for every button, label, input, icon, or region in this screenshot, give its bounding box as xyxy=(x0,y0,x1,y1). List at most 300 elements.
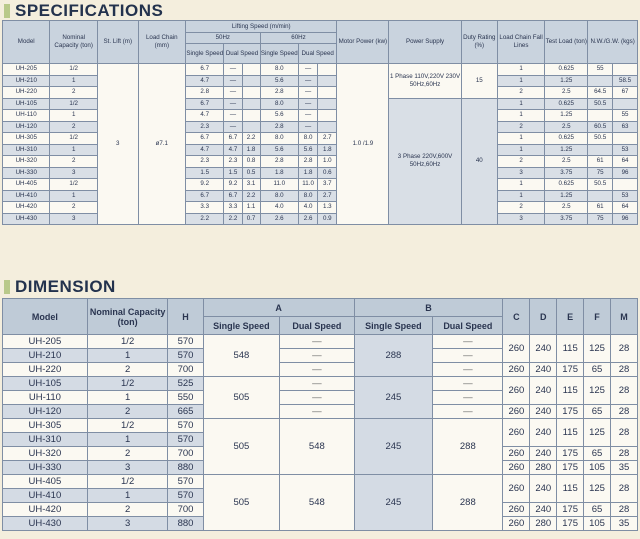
spec-single-60-cell: 8.0 xyxy=(260,64,298,76)
spec-dual-60a-cell: 1.8 xyxy=(299,167,318,179)
dim-h-cell: 880 xyxy=(168,517,203,531)
dim-e-cell: 115 xyxy=(557,475,584,503)
dim-model-cell: UH-410 xyxy=(3,489,88,503)
spec-model-cell: UH-330 xyxy=(3,167,50,179)
dim-capacity-cell: 3 xyxy=(87,461,168,475)
spec-dual-60a-cell: 5.6 xyxy=(299,144,318,156)
spec-single-50-cell: 4.7 xyxy=(186,110,224,122)
dim-a-dual-cell: — xyxy=(280,405,354,419)
spec-model-cell: UH-220 xyxy=(3,87,50,99)
spec-single-60-cell: 5.6 xyxy=(260,75,298,87)
dim-model-cell: UH-310 xyxy=(3,433,88,447)
dim-d-cell: 280 xyxy=(530,461,557,475)
spec-test-cell: 1.25 xyxy=(545,144,588,156)
spec-gw-cell: 67 xyxy=(613,87,638,99)
dim-d-cell: 240 xyxy=(530,447,557,461)
dim-header-m: M xyxy=(610,299,637,335)
spec-gw-cell: 64 xyxy=(613,202,638,214)
dim-a-dual-cell: — xyxy=(280,335,354,349)
dim-b-dual-cell: — xyxy=(433,363,503,377)
spec-dual-50a-cell: — xyxy=(224,64,242,76)
spec-dual-60b-cell xyxy=(318,98,337,110)
spec-dual-50b-cell: 0.5 xyxy=(242,167,260,179)
dim-b-dual-cell: — xyxy=(433,377,503,391)
spec-single-50-cell: 1.5 xyxy=(186,167,224,179)
dim-f-cell: 65 xyxy=(584,503,611,517)
spec-capacity-cell: 1 xyxy=(50,190,97,202)
spec-dual-60a-cell: 11.0 xyxy=(299,179,318,191)
dim-m-cell: 28 xyxy=(610,475,637,503)
spec-dual-60b-cell xyxy=(318,64,337,76)
spec-gw-cell xyxy=(613,98,638,110)
dim-m-cell: 28 xyxy=(610,335,637,363)
spec-dual-60a-cell: 2.8 xyxy=(299,156,318,168)
spec-single-50-cell: 6.7 xyxy=(186,98,224,110)
dim-f-cell: 65 xyxy=(584,447,611,461)
spec-lines-cell: 3 xyxy=(497,213,544,225)
spec-capacity-cell: 2 xyxy=(50,156,97,168)
spec-header-model: Model xyxy=(3,21,50,64)
dim-b-single-cell: 245 xyxy=(354,377,433,419)
dim-b-dual-cell: — xyxy=(433,391,503,405)
spec-gw-cell: 55 xyxy=(613,110,638,122)
dim-m-cell: 28 xyxy=(610,363,637,377)
spec-single-50-cell: 6.7 xyxy=(186,64,224,76)
dim-m-cell: 28 xyxy=(610,377,637,405)
dim-capacity-cell: 1/2 xyxy=(87,419,168,433)
dim-model-cell: UH-220 xyxy=(3,363,88,377)
spec-dual-50a-cell: — xyxy=(224,87,242,99)
spec-capacity-cell: 1/2 xyxy=(50,98,97,110)
spec-single-60-cell: 4.0 xyxy=(260,202,298,214)
dim-model-cell: UH-320 xyxy=(3,447,88,461)
spec-nw-cell: 75 xyxy=(588,167,613,179)
spec-single-50-cell: 2.3 xyxy=(186,121,224,133)
dim-capacity-cell: 1 xyxy=(87,391,168,405)
dim-header-d: D xyxy=(530,299,557,335)
spec-dual-60b-cell: 2.7 xyxy=(318,190,337,202)
dim-capacity-cell: 2 xyxy=(87,363,168,377)
spec-header-power: Power Supply xyxy=(389,21,461,64)
spec-header-lift: St. Lift (m) xyxy=(97,21,138,64)
spec-dual-50b-cell: 1.8 xyxy=(242,144,260,156)
dim-capacity-cell: 2 xyxy=(87,503,168,517)
spec-test-cell: 0.625 xyxy=(545,98,588,110)
dim-c-cell: 260 xyxy=(503,405,530,419)
spec-gw-cell xyxy=(613,179,638,191)
spec-capacity-cell: 1 xyxy=(50,144,97,156)
spec-motor-cell: 1.0 /1.9 xyxy=(337,64,389,225)
spec-dual-50a-cell: 4.7 xyxy=(224,144,242,156)
dim-f-cell: 125 xyxy=(584,419,611,447)
dim-a-dual-cell: 548 xyxy=(280,419,354,475)
dim-header-model: Model xyxy=(3,299,88,335)
dim-e-cell: 175 xyxy=(557,503,584,517)
dim-a-dual-cell: 548 xyxy=(280,475,354,531)
spec-dual-50a-cell: 2.3 xyxy=(224,156,242,168)
spec-dual-50b-cell: 0.7 xyxy=(242,213,260,225)
spec-nw-cell xyxy=(588,190,613,202)
spec-dual-60a-cell: — xyxy=(299,75,318,87)
spec-dual-60a-cell: 8.0 xyxy=(299,133,318,145)
spec-nw-cell: 55 xyxy=(588,64,613,76)
spec-lift-cell: 3 xyxy=(97,64,138,225)
dim-row xyxy=(3,419,638,433)
spec-dual-50b-cell: 2.2 xyxy=(242,133,260,145)
dim-f-cell: 125 xyxy=(584,335,611,363)
dim-m-cell: 28 xyxy=(610,447,637,461)
dim-a-single-cell: 548 xyxy=(203,335,280,377)
spec-header-single-60: Single Speed xyxy=(260,44,298,64)
spec-model-cell: UH-430 xyxy=(3,213,50,225)
dim-capacity-cell: 1/2 xyxy=(87,377,168,391)
dim-header-a-dual: Dual Speed xyxy=(280,317,354,335)
spec-test-cell: 2.5 xyxy=(545,121,588,133)
dim-model-cell: UH-210 xyxy=(3,349,88,363)
spec-header-single-50: Single Speed xyxy=(186,44,224,64)
dim-b-single-cell: 288 xyxy=(354,335,433,377)
dim-a-dual-cell: — xyxy=(280,363,354,377)
spec-test-cell: 3.75 xyxy=(545,167,588,179)
dim-b-single-cell: 245 xyxy=(354,419,433,475)
spec-capacity-cell: 1 xyxy=(50,110,97,122)
spec-model-cell: UH-205 xyxy=(3,64,50,76)
dim-a-dual-cell: — xyxy=(280,391,354,405)
dim-f-cell: 65 xyxy=(584,405,611,419)
spec-dual-60b-cell xyxy=(318,121,337,133)
spec-lines-cell: 1 xyxy=(497,190,544,202)
dim-a-single-cell: 505 xyxy=(203,419,280,475)
spec-gw-cell: 53 xyxy=(613,190,638,202)
spec-single-60-cell: 2.8 xyxy=(260,121,298,133)
spec-single-60-cell: 2.8 xyxy=(260,87,298,99)
dim-a-single-cell: 505 xyxy=(203,377,280,419)
dim-row xyxy=(3,377,638,391)
spec-nw-cell xyxy=(588,144,613,156)
dim-header-h: H xyxy=(168,299,203,335)
spec-single-50-cell: 3.3 xyxy=(186,202,224,214)
dim-e-cell: 115 xyxy=(557,377,584,405)
spec-dual-50a-cell: — xyxy=(224,121,242,133)
spec-dual-50a-cell: 3.3 xyxy=(224,202,242,214)
spec-lines-cell: 2 xyxy=(497,156,544,168)
dim-capacity-cell: 2 xyxy=(87,447,168,461)
dim-h-cell: 570 xyxy=(168,475,203,489)
spec-single-50-cell: 2.3 xyxy=(186,156,224,168)
dim-c-cell: 260 xyxy=(503,461,530,475)
spec-lines-cell: 2 xyxy=(497,121,544,133)
spec-gw-cell: 64 xyxy=(613,156,638,168)
spec-single-60-cell: 8.0 xyxy=(260,98,298,110)
spec-single-60-cell: 8.0 xyxy=(260,133,298,145)
spec-gw-cell: 53 xyxy=(613,144,638,156)
specifications-table xyxy=(2,20,638,225)
dim-model-cell: UH-430 xyxy=(3,517,88,531)
spec-chain-cell: ø7.1 xyxy=(138,64,185,225)
spec-dual-50a-cell: 1.5 xyxy=(224,167,242,179)
spec-single-50-cell: 2.8 xyxy=(186,87,224,99)
spec-dual-50b-cell xyxy=(242,98,260,110)
spec-header-capacity: Nominal Capacity (ton) xyxy=(50,21,97,64)
dim-capacity-cell: 1/2 xyxy=(87,335,168,349)
spec-single-50-cell: 4.7 xyxy=(186,144,224,156)
dim-capacity-cell: 2 xyxy=(87,405,168,419)
spec-test-cell: 1.25 xyxy=(545,110,588,122)
spec-gw-cell xyxy=(613,133,638,145)
dim-h-cell: 700 xyxy=(168,447,203,461)
spec-test-cell: 1.25 xyxy=(545,75,588,87)
spec-dual-50b-cell xyxy=(242,87,260,99)
spec-header-chain: Load Chain (mm) xyxy=(138,21,185,64)
dim-row xyxy=(3,335,638,349)
dim-header-b: B xyxy=(354,299,503,317)
spec-single-50-cell: 6.7 xyxy=(186,190,224,202)
dim-c-cell: 260 xyxy=(503,447,530,461)
spec-single-50-cell: 4.7 xyxy=(186,75,224,87)
dim-b-single-cell: 245 xyxy=(354,475,433,531)
spec-header-lines: Load Chain Fall Lines xyxy=(497,21,544,64)
dim-f-cell: 125 xyxy=(584,475,611,503)
dim-header-b-single: Single Speed xyxy=(354,317,433,335)
spec-test-cell: 1.25 xyxy=(545,190,588,202)
spec-test-cell: 0.625 xyxy=(545,179,588,191)
dim-model-cell: UH-120 xyxy=(3,405,88,419)
spec-capacity-cell: 3 xyxy=(50,167,97,179)
dimension-table xyxy=(2,298,638,531)
spec-header-weight: N.W./G.W. (kgs) xyxy=(588,21,638,64)
spec-test-cell: 0.625 xyxy=(545,64,588,76)
dim-model-cell: UH-105 xyxy=(3,377,88,391)
dim-b-dual-cell: — xyxy=(433,349,503,363)
spec-lines-cell: 1 xyxy=(497,98,544,110)
spec-capacity-cell: 1/2 xyxy=(50,64,97,76)
spec-single-60-cell: 2.6 xyxy=(260,213,298,225)
dim-e-cell: 115 xyxy=(557,419,584,447)
dim-h-cell: 570 xyxy=(168,349,203,363)
dim-model-cell: UH-305 xyxy=(3,419,88,433)
spec-test-cell: 3.75 xyxy=(545,213,588,225)
spec-nw-cell: 50.5 xyxy=(588,133,613,145)
dim-h-cell: 880 xyxy=(168,461,203,475)
dim-d-cell: 240 xyxy=(530,363,557,377)
spec-model-cell: UH-120 xyxy=(3,121,50,133)
spec-dual-60a-cell: 8.0 xyxy=(299,190,318,202)
spec-dual-60b-cell: 1.0 xyxy=(318,156,337,168)
dim-header-e: E xyxy=(557,299,584,335)
spec-capacity-cell: 1/2 xyxy=(50,179,97,191)
dim-a-single-cell: 505 xyxy=(203,475,280,531)
spec-test-cell: 2.5 xyxy=(545,87,588,99)
dim-model-cell: UH-205 xyxy=(3,335,88,349)
dim-d-cell: 240 xyxy=(530,335,557,363)
spec-single-60-cell: 11.0 xyxy=(260,179,298,191)
spec-nw-cell xyxy=(588,75,613,87)
dim-m-cell: 35 xyxy=(610,517,637,531)
dim-f-cell: 105 xyxy=(584,461,611,475)
spec-nw-cell: 61 xyxy=(588,202,613,214)
spec-header-motor: Motor Power (kw) xyxy=(337,21,389,64)
spec-nw-cell: 75 xyxy=(588,213,613,225)
dim-h-cell: 700 xyxy=(168,363,203,377)
heading-marker xyxy=(4,4,10,18)
dim-h-cell: 570 xyxy=(168,489,203,503)
spec-lines-cell: 1 xyxy=(497,75,544,87)
spec-dual-50b-cell xyxy=(242,64,260,76)
spec-power-3phase-cell: 3 Phase 220V,600V 50Hz,60Hz xyxy=(389,98,461,225)
spec-nw-cell xyxy=(588,110,613,122)
spec-dual-60a-cell: — xyxy=(299,98,318,110)
dim-header-capacity: Nominal Capacity (ton) xyxy=(87,299,168,335)
spec-dual-60a-cell: — xyxy=(299,110,318,122)
spec-header-60hz: 60Hz xyxy=(260,33,337,44)
spec-lines-cell: 1 xyxy=(497,64,544,76)
spec-model-cell: UH-420 xyxy=(3,202,50,214)
spec-duty-3phase-cell: 40 xyxy=(461,98,497,225)
dim-b-dual-cell: 288 xyxy=(433,419,503,475)
dim-e-cell: 115 xyxy=(557,335,584,363)
dim-capacity-cell: 1 xyxy=(87,433,168,447)
spec-dual-50b-cell: 2.2 xyxy=(242,190,260,202)
dim-m-cell: 28 xyxy=(610,503,637,517)
dim-capacity-cell: 1/2 xyxy=(87,475,168,489)
dim-c-cell: 260 xyxy=(503,363,530,377)
spec-dual-50a-cell: 9.2 xyxy=(224,179,242,191)
spec-single-60-cell: 5.6 xyxy=(260,110,298,122)
dim-d-cell: 240 xyxy=(530,503,557,517)
spec-dual-50b-cell: 3.1 xyxy=(242,179,260,191)
dim-model-cell: UH-330 xyxy=(3,461,88,475)
spec-header-lifting-speed: Lifting Speed (m/min) xyxy=(186,21,337,33)
dim-d-cell: 240 xyxy=(530,475,557,503)
spec-dual-50a-cell: — xyxy=(224,98,242,110)
spec-power-1phase-cell: 1 Phase 110V,220V 230V 50Hz,60Hz xyxy=(389,64,461,99)
spec-dual-60b-cell: 3.7 xyxy=(318,179,337,191)
dim-h-cell: 700 xyxy=(168,503,203,517)
dim-c-cell: 260 xyxy=(503,517,530,531)
dim-model-cell: UH-110 xyxy=(3,391,88,405)
dimension-title: DIMENSION xyxy=(15,277,116,296)
dim-h-cell: 665 xyxy=(168,405,203,419)
dim-c-cell: 260 xyxy=(503,475,530,503)
spec-single-50-cell: 9.2 xyxy=(186,179,224,191)
spec-single-60-cell: 8.0 xyxy=(260,190,298,202)
spec-dual-60b-cell: 1.8 xyxy=(318,144,337,156)
spec-gw-cell: 58.5 xyxy=(613,75,638,87)
spec-nw-cell: 50.5 xyxy=(588,98,613,110)
spec-single-60-cell: 1.8 xyxy=(260,167,298,179)
dim-d-cell: 240 xyxy=(530,377,557,405)
dim-header-a: A xyxy=(203,299,354,317)
spec-model-cell: UH-305 xyxy=(3,133,50,145)
spec-header-duty: Duty Rating (%) xyxy=(461,21,497,64)
spec-capacity-cell: 2 xyxy=(50,202,97,214)
spec-dual-50b-cell: 0.8 xyxy=(242,156,260,168)
spec-lines-cell: 2 xyxy=(497,87,544,99)
dim-m-cell: 28 xyxy=(610,419,637,447)
spec-header-50hz: 50Hz xyxy=(186,33,261,44)
spec-capacity-cell: 2 xyxy=(50,121,97,133)
dim-e-cell: 175 xyxy=(557,363,584,377)
spec-dual-60b-cell: 0.6 xyxy=(318,167,337,179)
spec-capacity-cell: 2 xyxy=(50,87,97,99)
specifications-heading xyxy=(0,0,163,22)
dim-e-cell: 175 xyxy=(557,447,584,461)
spec-nw-cell: 50.5 xyxy=(588,179,613,191)
spec-dual-50b-cell: 1.1 xyxy=(242,202,260,214)
dim-f-cell: 65 xyxy=(584,363,611,377)
dim-e-cell: 175 xyxy=(557,517,584,531)
spec-dual-50b-cell xyxy=(242,75,260,87)
spec-gw-cell: 96 xyxy=(613,167,638,179)
spec-test-cell: 2.5 xyxy=(545,202,588,214)
dim-header-b-dual: Dual Speed xyxy=(433,317,503,335)
spec-dual-50a-cell: 2.2 xyxy=(224,213,242,225)
dim-m-cell: 28 xyxy=(610,405,637,419)
dim-d-cell: 240 xyxy=(530,419,557,447)
dim-b-dual-cell: — xyxy=(433,335,503,349)
dim-capacity-cell: 1 xyxy=(87,489,168,503)
spec-capacity-cell: 3 xyxy=(50,213,97,225)
spec-capacity-cell: 1 xyxy=(50,75,97,87)
dim-h-cell: 525 xyxy=(168,377,203,391)
spec-single-50-cell: 2.2 xyxy=(186,213,224,225)
dim-model-cell: UH-420 xyxy=(3,503,88,517)
dim-header-f: F xyxy=(584,299,611,335)
spec-dual-60b-cell: 2.7 xyxy=(318,133,337,145)
spec-dual-50b-cell xyxy=(242,121,260,133)
dim-d-cell: 240 xyxy=(530,405,557,419)
spec-dual-60b-cell: 1.3 xyxy=(318,202,337,214)
spec-gw-cell xyxy=(613,64,638,76)
spec-capacity-cell: 1/2 xyxy=(50,133,97,145)
dim-c-cell: 260 xyxy=(503,377,530,405)
dim-h-cell: 550 xyxy=(168,391,203,405)
dim-h-cell: 570 xyxy=(168,433,203,447)
spec-model-cell: UH-110 xyxy=(3,110,50,122)
spec-dual-50a-cell: 6.7 xyxy=(224,133,242,145)
spec-nw-cell: 61 xyxy=(588,156,613,168)
dimension-heading xyxy=(0,276,116,298)
spec-dual-60a-cell: 4.0 xyxy=(299,202,318,214)
spec-model-cell: UH-410 xyxy=(3,190,50,202)
specifications-title: SPECIFICATIONS xyxy=(15,1,164,20)
spec-model-cell: UH-310 xyxy=(3,144,50,156)
spec-header-test: Test Load (ton) xyxy=(545,21,588,64)
dim-a-dual-cell: — xyxy=(280,377,354,391)
dim-row xyxy=(3,405,638,419)
spec-dual-60a-cell: — xyxy=(299,121,318,133)
spec-model-cell: UH-405 xyxy=(3,179,50,191)
dim-c-cell: 260 xyxy=(503,335,530,363)
dim-m-cell: 35 xyxy=(610,461,637,475)
spec-model-cell: UH-210 xyxy=(3,75,50,87)
spec-test-cell: 2.5 xyxy=(545,156,588,168)
spec-model-cell: UH-105 xyxy=(3,98,50,110)
spec-lines-cell: 1 xyxy=(497,179,544,191)
spec-nw-cell: 60.5 xyxy=(588,121,613,133)
spec-gw-cell: 63 xyxy=(613,121,638,133)
dim-row xyxy=(3,363,638,377)
dim-a-dual-cell: — xyxy=(280,349,354,363)
dim-row xyxy=(3,475,638,489)
spec-dual-60b-cell: 0.9 xyxy=(318,213,337,225)
spec-dual-60b-cell xyxy=(318,75,337,87)
dim-c-cell: 260 xyxy=(503,503,530,517)
dim-h-cell: 570 xyxy=(168,335,203,349)
heading-marker xyxy=(4,280,10,294)
spec-dual-50a-cell: 6.7 xyxy=(224,190,242,202)
spec-dual-50b-cell xyxy=(242,110,260,122)
